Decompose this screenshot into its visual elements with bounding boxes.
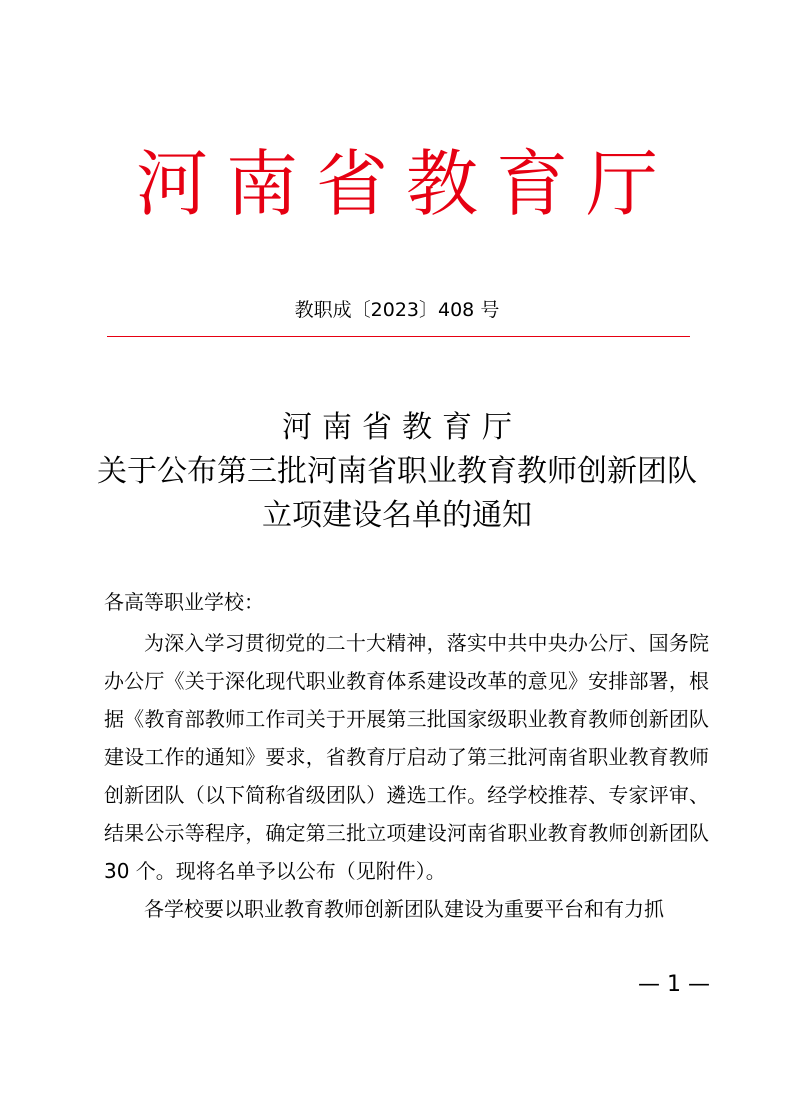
masthead-title: 河南省教育厅 — [135, 142, 676, 226]
body-paragraph: 为深入学习贯彻党的二十大精神，落实中共中央办公厅、国务院办公厅《关于深化现代职业教育体系建设改革的意见》安排部署，根据《教育部教师工作司关于开展第三批国家级职业教育教师创新团队建设工作的通知》要求，省教育厅启动了第三批河南省职业教育教师创新团队（以下简称省级团队）遴选工作。经学校推荐、专家评审、结果公示等程序，确定第三批立项建设河南省职业教育教师创新团队 30 个。现将名单予以公布（见附件）。 — [104, 631, 709, 883]
title-issuer: 河南省教育厅 — [282, 410, 522, 445]
document-title — [0, 406, 794, 538]
title-subject-line: 立项建设名单的通知 — [262, 498, 532, 533]
salutation: 各高等职业学校： — [104, 590, 264, 614]
page-number: — 1 — — [638, 972, 710, 997]
title-subject-line: 关于公布第三批河南省职业教育教师创新团队 — [97, 454, 697, 489]
red-separator-line — [107, 336, 690, 337]
body-text — [104, 624, 709, 928]
body-paragraph: 各学校要以职业教育教师创新团队建设为重要平台和有力抓 — [144, 897, 664, 921]
document-number: 教职成〔2023〕408 号 — [294, 299, 500, 321]
